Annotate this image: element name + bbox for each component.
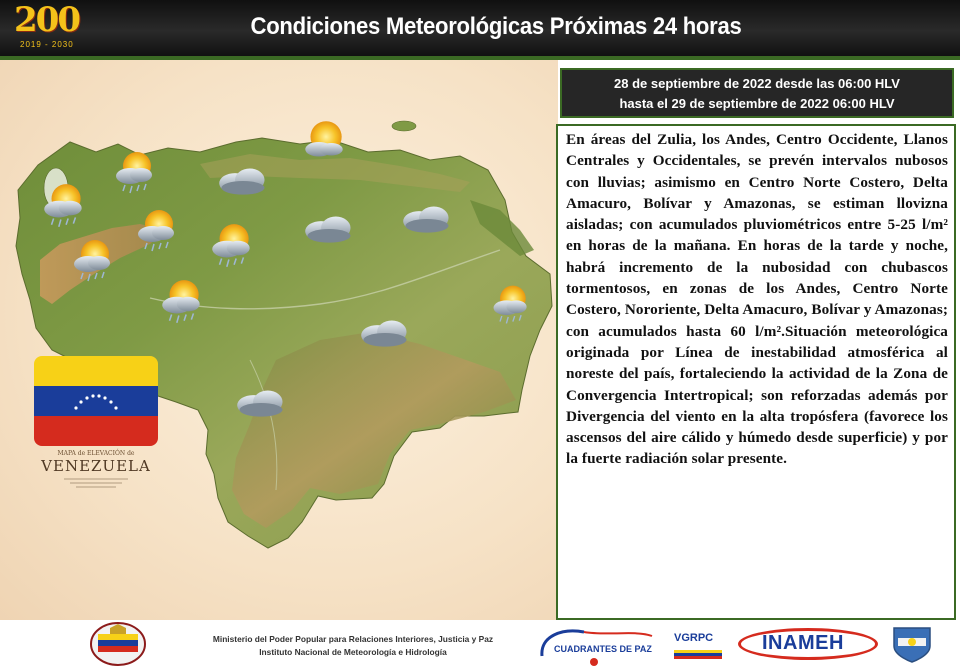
cuadrantes-label: CUADRANTES DE PAZ xyxy=(554,644,652,654)
forecast-panel xyxy=(556,124,956,620)
map-caption-country: VENEZUELA xyxy=(41,457,151,475)
shield-logo xyxy=(888,624,936,664)
venezuela-map xyxy=(0,60,558,620)
forecast-text: En áreas del Zulia, los Andes, Centro Occidente, Llanos Centrales y Occidentales, se prevén intervalos nubosos con lluvias; asimismo en Centro Norte Costero, Delta Amacuro, Bolívar y Amazonas, se estiman llovizna aisladas; con acumulados pluviométricos entre 5-25 l/m² en horas de la mañana. En horas de la tarde y noche, habrá incremento de la nubosidad con chubascos tormentosos, en zonas de los Andes, Centro Norte Costero, Nororiente, Delta Amacuro, Bolívar y Amazonas; con acumulados hasta 60 l/m².Situación meteorológica originada por Línea de inestabilidad atmosférica al noreste del país, fortaleciendo la actividad de la Zona de Convergencia Intertropical; son reforzadas además por Divergencia del viento en la alta tropósfera (favorece los ascensos del aire cálido y húmedo desde superficie) y por la fuerte radiación solar presente. xyxy=(566,131,948,468)
footer-bar xyxy=(0,622,960,666)
map-caption-fineprint xyxy=(38,477,154,490)
footer-institute: Instituto Nacional de Meteorología e Hidrología xyxy=(259,647,447,657)
vgrpc-label: VGRPC xyxy=(674,632,714,644)
coat-of-arms-logo xyxy=(88,622,148,666)
inameh-logo xyxy=(734,624,884,664)
date-range-line1: 28 de septiembre de 2022 desde las 06:00 HLV xyxy=(614,76,900,91)
date-range-line2: hasta el 29 de septiembre de 2022 06:00 HLV xyxy=(619,96,895,111)
date-range-box xyxy=(560,68,954,118)
map-caption xyxy=(38,450,154,490)
venezuela-flag xyxy=(34,356,158,446)
footer-ministry: Ministerio del Poder Popular para Relaciones Interiores, Justicia y Paz xyxy=(212,634,494,644)
inameh-label: INAMEH xyxy=(762,632,844,654)
flag-stars-icon xyxy=(34,386,158,416)
page-title: Condiciones Meteorológicas Próximas 24 horas xyxy=(250,13,742,40)
map-caption-subtitle: MAPA de ELEVACIÓN de xyxy=(57,450,135,457)
cuadrantes-logo xyxy=(536,622,658,666)
bicentennial-logo xyxy=(14,2,114,54)
map-caption-lines-icon xyxy=(56,477,136,489)
vgrpc-logo xyxy=(668,624,728,664)
header-bar xyxy=(0,0,960,60)
partly-cloudy-icon xyxy=(305,121,342,156)
logo-number: 200 xyxy=(14,0,79,40)
elevation-map xyxy=(0,60,558,620)
logo-years: 2019 - 2030 xyxy=(20,40,74,49)
